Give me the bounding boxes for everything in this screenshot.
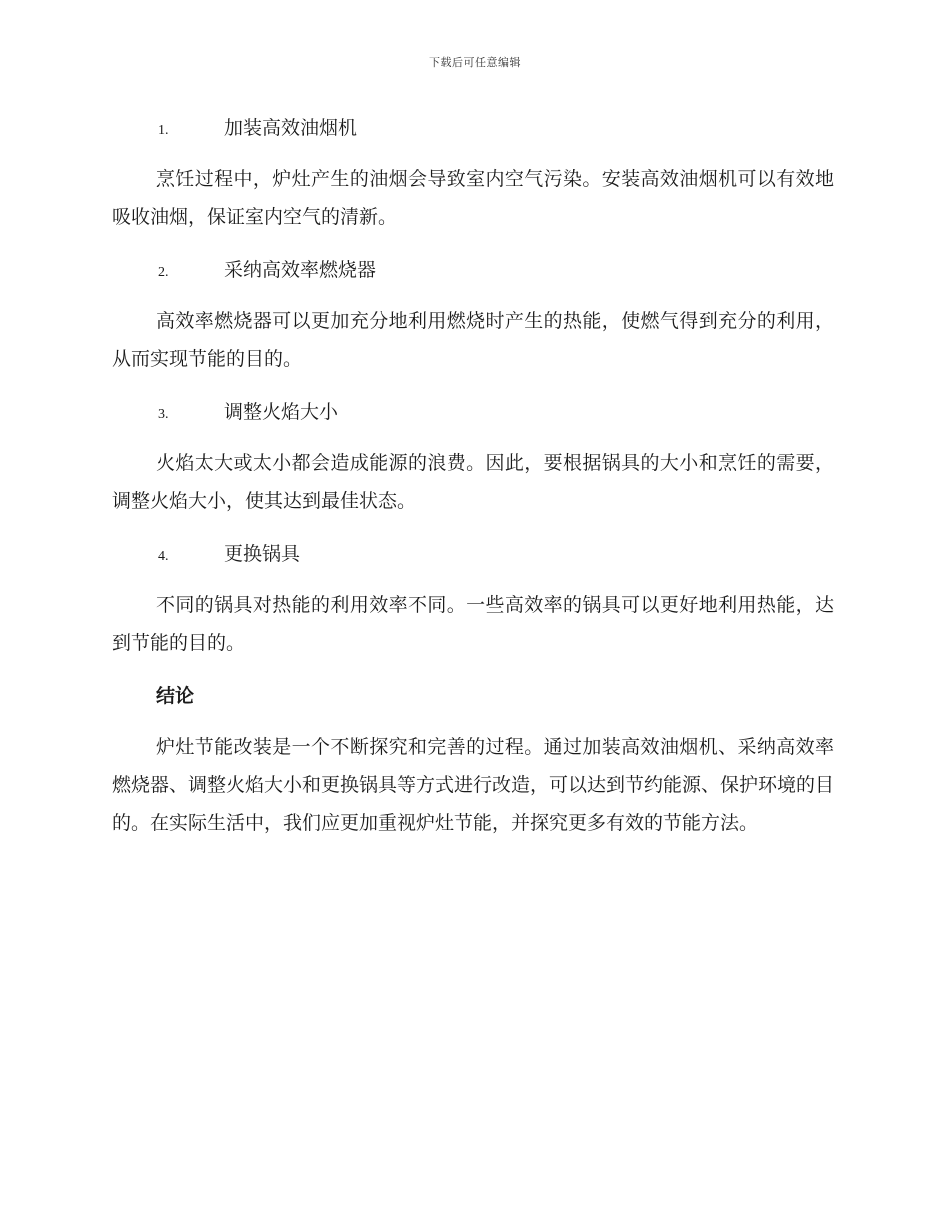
document-body: [112, 108, 834, 856]
item-number: 2.: [158, 265, 169, 280]
item-title: 加装高效油烟机: [224, 117, 358, 139]
item-heading-4: [112, 534, 834, 574]
page-header: 下载后可任意编辑: [429, 56, 521, 69]
conclusion-paragraph: 炉灶节能改装是一个不断探究和完善的过程。通过加装高效油烟机、采纳高效率燃烧器、调整火焰大小和更换锅具等方式进行改造，可以达到节约能源、保护环境的目的。在实际生活中，我们应更加重视炉灶节能，并探究更多有效的节能方法。: [112, 736, 835, 834]
conclusion-heading: 结论: [156, 685, 195, 707]
item-paragraph-1: 烹饪过程中，炉灶产生的油烟会导致室内空气污染。安装高效油烟机可以有效地吸收油烟，保证室内空气的清新。: [112, 168, 834, 228]
item-title: 更换锅具: [224, 543, 301, 565]
item-heading-2: [112, 250, 834, 290]
item-title: 采纳高效率燃烧器: [224, 259, 377, 281]
item-heading-1: [112, 108, 834, 148]
item-paragraph-4: 不同的锅具对热能的利用效率不同。一些高效率的锅具可以更好地利用热能，达到节能的目的。: [112, 594, 834, 654]
item-number: 4.: [158, 549, 169, 564]
item-paragraph-3: 火焰太大或太小都会造成能源的浪费。因此，要根据锅具的大小和烹饪的需要，调整火焰大小，使其达到最佳状态。: [112, 452, 834, 512]
item-paragraph-2: 高效率燃烧器可以更加充分地利用燃烧时产生的热能，使燃气得到充分的利用，从而实现节能的目的。: [112, 310, 834, 370]
item-number: 1.: [158, 123, 169, 138]
item-number: 3.: [158, 407, 169, 422]
item-heading-3: [112, 392, 834, 432]
item-title: 调整火焰大小: [224, 401, 339, 423]
